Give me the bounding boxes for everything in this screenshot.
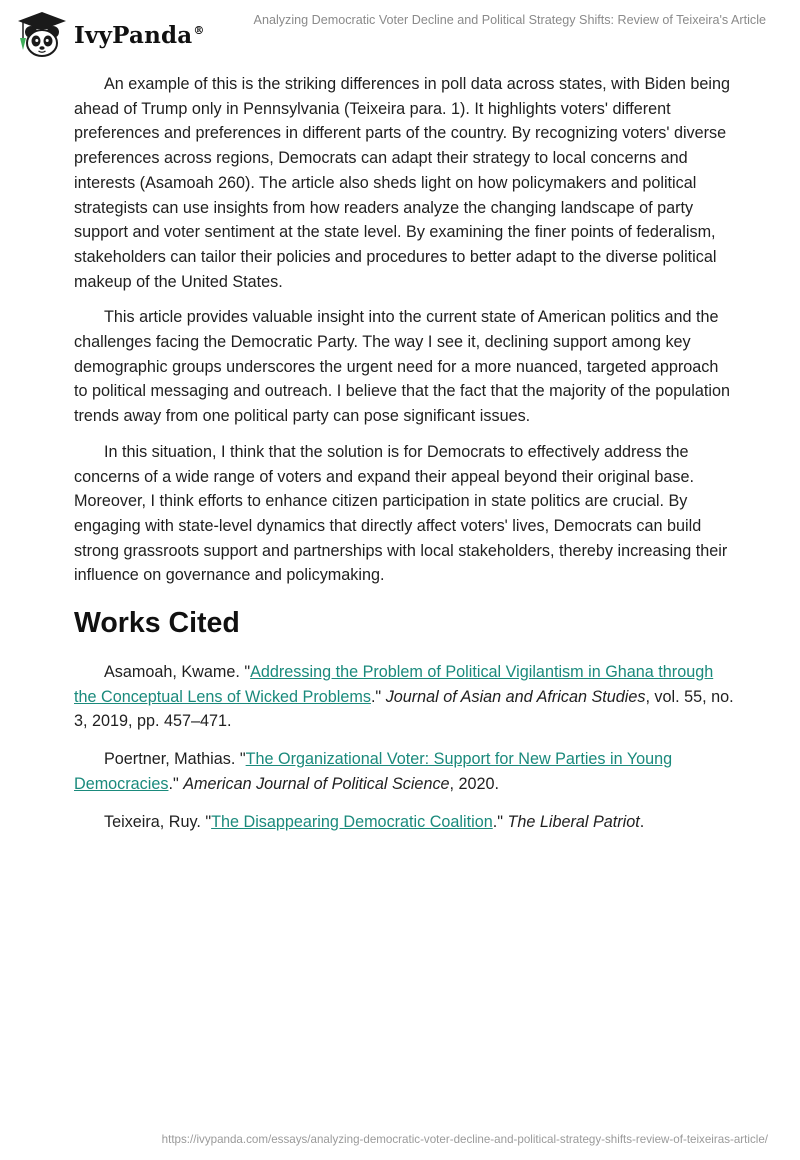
ivypanda-logo[interactable] <box>14 10 205 60</box>
citation-entry: Teixeira, Ruy. "The Disappearing Democratic Coalition." The Liberal Patriot. <box>104 812 645 831</box>
essay-body <box>74 72 734 847</box>
citation-link[interactable]: Addressing the Problem of Political Vigilantism in Ghana through the Conceptual Lens of Wicked Problems <box>74 663 714 706</box>
page-header <box>0 0 800 70</box>
works-cited-heading: Works Cited <box>74 607 240 640</box>
citation-entry: Poertner, Mathias. "The Organizational Voter: Support for New Parties in Young Democracies." American Journal of Political Science, 2020. <box>74 750 673 793</box>
source-url[interactable]: https://ivypanda.com/essays/analyzing-democratic-voter-decline-and-political-strategy-shifts-review-of-teixeiras-article/ <box>161 1133 768 1146</box>
journal-title: American Journal of Political Science <box>183 774 450 793</box>
body-paragraph: In this situation, I think that the solution is for Democrats to effectively address the concerns of a wide range of voters and expand their appeal beyond their original base. Moreover, I think efforts to enhance citizen participation in state politics are crucial. By engaging with state-level dynamics that directly affect voters' lives, Democrats can build strong grassroots support and partnerships with local stakeholders, thereby increasing their influence on governance and policymaking. <box>74 442 728 585</box>
brand-name: IvyPanda® <box>74 21 205 49</box>
document-title: Analyzing Democratic Voter Decline and Political Strategy Shifts: Review of Teixeira's Article <box>253 13 766 27</box>
journal-title: The Liberal Patriot <box>507 812 640 831</box>
body-paragraph: An example of this is the striking differences in poll data across states, with Biden being ahead of Trump only in Pennsylvania (Teixeira para. 1). It highlights voters' different preferences and preferences in different parts of the country. By recognizing voters' diverse preferences across regions, Democrats can adapt their strategy to local concerns and interests (Asamoah 260). The article also sheds light on how policymakers and political strategists can use insights from how readers analyze the changing landscape of party support and voter sentiment at the state level. By examining the finer points of federalism, stakeholders can tailor their policies and procedures to better adapt to the diverse political makeup of the United States. <box>74 75 730 291</box>
journal-title: Journal of Asian and African Studies <box>385 687 646 706</box>
citation-link[interactable]: The Organizational Voter: Support for New Parties in Young Democracies <box>74 750 673 793</box>
citation-link[interactable]: The Disappearing Democratic Coalition <box>211 812 493 831</box>
citation-entry: Asamoah, Kwame. "Addressing the Problem of Political Vigilantism in Ghana through the Conceptual Lens of Wicked Problems." Journal of Asian and African Studies, vol. 55, no. 3, 2019, pp. 457–471. <box>74 663 734 731</box>
body-paragraph: This article provides valuable insight into the current state of American politics and the challenges facing the Democratic Party. The way I see it, declining support among key demographic groups underscores the urgent need for a more nuanced, targeted approach to political messaging and outreach. I believe that the fact that the majority of the population trends away from one political party can pose significant issues. <box>74 308 730 426</box>
panda-graduate-icon <box>14 10 70 60</box>
